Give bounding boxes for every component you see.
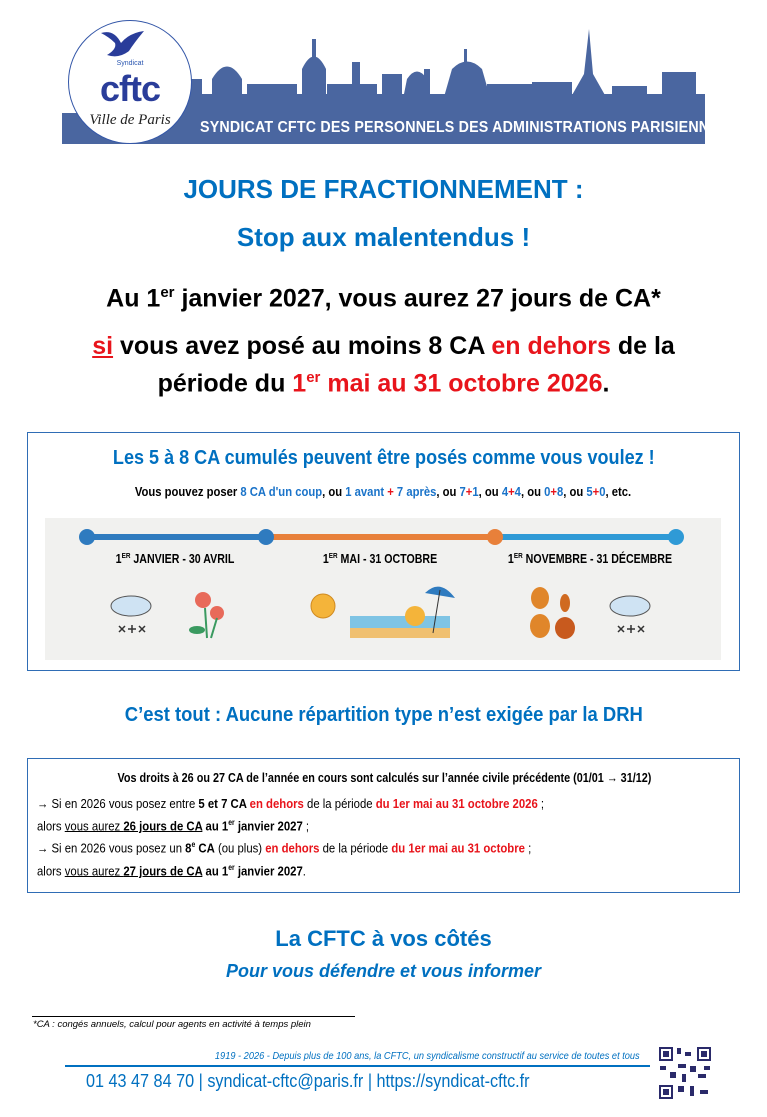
period-autumn-winter: 1ER NOVEMBRE - 31 DÉCEMBRE bbox=[507, 551, 673, 567]
timeline-illustration bbox=[45, 518, 721, 660]
footer-divider bbox=[65, 1065, 650, 1067]
example-segment: 8 bbox=[557, 484, 564, 499]
tagline: 1919 - 2026 - Depuis plus de 100 ans, la CFTC, un syndicalisme constructif au service de toutes et tous bbox=[215, 1050, 640, 1062]
period-summer: 1ER MAI - 31 OCTOBRE bbox=[322, 551, 438, 567]
page-subtitle: Stop aux malentendus ! bbox=[236, 222, 531, 252]
example-segment: , ou bbox=[521, 484, 545, 499]
qr-code-icon[interactable] bbox=[658, 1046, 712, 1100]
example-segment: 7 bbox=[460, 484, 467, 499]
website-link[interactable]: https://syndicat-cftc.fr bbox=[376, 1071, 530, 1091]
footnote-divider bbox=[32, 1016, 355, 1017]
example-segment: 7 après bbox=[394, 484, 437, 499]
rights-result-1: alors vous aurez 26 jours de CA au 1er janvier 2027 ; bbox=[37, 818, 310, 834]
example-segment: , ou bbox=[563, 484, 587, 499]
example-segment: 5 bbox=[586, 484, 594, 499]
statement-line-2: si vous avez posé au moins 8 CA en dehors de la bbox=[92, 332, 675, 360]
flexibility-heading-row bbox=[0, 446, 767, 470]
phone-number[interactable]: 01 43 47 84 70 bbox=[86, 1071, 195, 1091]
example-segment: 1 avant bbox=[345, 484, 388, 499]
closing-subtitle: Pour vous défendre et vous informer bbox=[225, 961, 542, 981]
example-segment: 4 bbox=[502, 484, 509, 499]
separator: | bbox=[194, 1071, 208, 1091]
tagline-row bbox=[90, 1046, 640, 1064]
drh-statement: C’est tout : Aucune répartition type n’est exigée par la DRH bbox=[124, 703, 643, 726]
separator: | bbox=[363, 1071, 377, 1091]
sun-icon bbox=[311, 594, 335, 618]
example-segment: + bbox=[466, 484, 473, 499]
drh-statement-row bbox=[0, 703, 767, 727]
example-segment: , ou bbox=[479, 484, 503, 499]
email-link[interactable]: syndicat-cftc@paris.fr bbox=[207, 1071, 364, 1091]
timeline-bar bbox=[45, 518, 721, 660]
rights-box bbox=[27, 758, 740, 893]
logo-name: cftc bbox=[99, 68, 161, 109]
example-segment: + bbox=[593, 484, 600, 499]
flower-icon bbox=[189, 592, 224, 638]
statement-line-3: période du 1er mai au 31 octobre 2026. bbox=[157, 369, 610, 398]
logo-city: Ville de Paris bbox=[89, 112, 171, 128]
flexibility-examples bbox=[135, 484, 631, 499]
cftc-logo bbox=[68, 20, 192, 144]
page-title: JOURS DE FRACTIONNEMENT : bbox=[183, 174, 584, 204]
statement-line-1: Au 1er janvier 2027, vous aurez 27 jours de CA* bbox=[106, 284, 661, 313]
dove-icon bbox=[99, 27, 149, 61]
example-segment: 0 bbox=[599, 484, 606, 499]
example-segment: , etc. bbox=[605, 484, 632, 499]
example-segment: 1 bbox=[472, 484, 480, 499]
closing-title: La CFTC à vos côtés bbox=[275, 926, 492, 951]
flexibility-examples-row bbox=[0, 484, 767, 499]
example-segment: + bbox=[550, 484, 558, 499]
example-segment: + bbox=[387, 484, 395, 499]
rights-rule-1: → Si en 2026 vous posez entre 5 et 7 CA en dehors de la période du 1er mai au 31 octobre 2026 ; bbox=[37, 796, 545, 811]
autumn-leaves-icon bbox=[530, 587, 575, 639]
example-segment: 0 bbox=[544, 484, 551, 499]
period-winter-spring: 1ER JANVIER - 30 AVRIL bbox=[115, 551, 235, 567]
cloud-snow-icon bbox=[610, 596, 650, 633]
example-segment: 4 bbox=[515, 484, 522, 499]
logo-syndicat: Syndicat bbox=[116, 60, 144, 67]
banner-title: SYNDICAT CFTC DES PERSONNELS DES ADMINISTRATIONS PARISIENNES bbox=[200, 119, 729, 136]
contact-line bbox=[86, 1071, 530, 1092]
rights-intro: Vos droits à 26 ou 27 CA de l’année en cours sont calculés sur l’année civile précédente (01/01 → 31/12) bbox=[117, 771, 651, 785]
example-segment: , ou bbox=[436, 484, 461, 499]
example-segment: + bbox=[508, 484, 516, 499]
rights-result-2: alors vous aurez 27 jours de CA au 1er janvier 2027. bbox=[37, 862, 306, 879]
beach-icon bbox=[350, 587, 455, 638]
example-segment: Vous pouvez poser bbox=[135, 484, 241, 499]
cloud-snow-icon bbox=[111, 596, 151, 633]
example-segment: , ou bbox=[322, 484, 346, 499]
rights-rule-2: → Si en 2026 vous posez un 8e CA (ou plus) en dehors de la période du 1er mai au 31 octobre ; bbox=[37, 840, 532, 856]
rights-intro-row bbox=[37, 769, 731, 788]
footnote: *CA : congés annuels, calcul pour agents en activité à temps plein bbox=[33, 1019, 311, 1030]
example-segment: 8 CA d'un coup bbox=[240, 484, 323, 499]
flexibility-heading: Les 5 à 8 CA cumulés peuvent être posés comme vous voulez ! bbox=[112, 446, 655, 469]
